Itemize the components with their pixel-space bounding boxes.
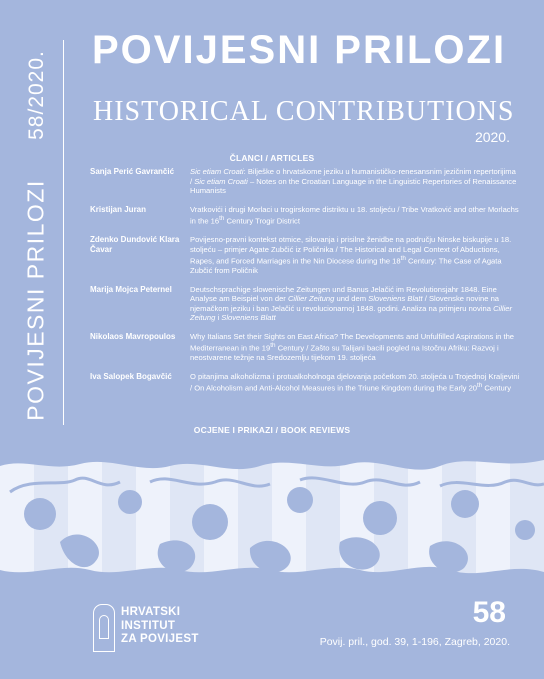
- article-entry: [90, 205, 520, 227]
- article-entry: [90, 372, 520, 394]
- spine-divider: [63, 40, 64, 425]
- article-entry: [90, 285, 520, 323]
- articles-heading: ČLANCI / ARTICLES: [229, 153, 315, 163]
- article-entry: [90, 167, 520, 196]
- publisher-logo: [93, 604, 223, 652]
- issue-number: 58: [472, 596, 506, 629]
- decorative-ornament-band: [0, 452, 544, 582]
- article-title: Deutschsprachige slowenische Zeitungen und Banus Jelačić im Revolutionsjahr 1848. Eine Analyse am Beispiel von der Cillier Zeitung und dem Sloveniens Blatt / Slovenske novine na njemačkom jeziku i ban Jelačić u revolucionarnoj 1848. godini. Analiza na primjeru novina Cillier Zeitung i Sloveniens Blatt: [190, 284, 513, 323]
- article-author: Marija Mojca Peternel: [90, 284, 172, 294]
- journal-title: POVIJESNI PRILOZI: [92, 28, 507, 72]
- spine-issue: 58/2020.: [25, 50, 48, 140]
- article-title: Sic etiam Croati: Bilješke o hrvatskome jeziku u humanističko-renesansnim jezičnim repertorijima / Sic etiam Croati – Notes on the Croatian Language in the Linguistic Repertories of Renaissance Humanists: [190, 167, 517, 195]
- article-entry: [90, 332, 520, 363]
- journal-year: 2020.: [474, 129, 510, 145]
- article-author: Nikolaos Mavropoulos: [90, 331, 176, 341]
- publisher-name: HRVATSKI INSTITUT ZA POVIJEST: [121, 606, 199, 645]
- articles-list: [90, 167, 520, 401]
- article-author: Zdenko Dundović Klara Čavar: [90, 235, 180, 254]
- spine-title: POVIJESNI PRILOZI: [22, 179, 49, 421]
- article-author: Kristijan Juran: [90, 204, 147, 214]
- article-author: Iva Salopek Bogavčić: [90, 371, 172, 381]
- citation-line: Povij. pril., god. 39, 1-196, Zagreb, 2020.: [319, 636, 510, 648]
- article-title: Why Italians Set their Sights on East Africa? The Developments and Unfulfilled Aspirations in the Mediterranean in the 19th Century / Zašto su Talijani bacili pogled na Istočnu Afriku: Razvoj i neostvarene težnje na Sredozemlju tijekom 19. stoljeća: [190, 331, 515, 363]
- article-title: O pitanjima alkoholizma i protualkoholnoga djelovanja početkom 20. stoljeća u Trojednoj Kraljevini / On Alcoholism and Anti-Alcohol Measures in the Triune Kingdom during the Early 20th Century: [190, 371, 520, 393]
- article-entry: [90, 235, 520, 276]
- article-author: Sanja Perić Gavrančić: [90, 167, 175, 176]
- journal-subtitle: HISTORICAL CONTRIBUTIONS: [93, 96, 515, 127]
- institute-logo-icon: [93, 604, 115, 652]
- article-title: Povijesno-pravni kontekst otmice, silovanja i prisilne ženidbe na području Ninske biskupije u 18. stoljeću – primjer Agate Zubčić iz Poličnika / The Historical and Legal Context of Abductions, Rapes, and Forced Marriages in the Nin Diocese during the 18th Century: The Case of Agata Zubčić from Poličnik: [190, 235, 512, 276]
- article-title: Vratkovići i drugi Morlaci u trogirskome distriktu u 18. stoljeću / Tribe Vratković and other Morlachs in the 16th Century Trogir District: [190, 204, 519, 226]
- ornament-pattern: [0, 452, 544, 582]
- reviews-heading: OCJENE I PRIKAZI / BOOK REVIEWS: [193, 425, 351, 435]
